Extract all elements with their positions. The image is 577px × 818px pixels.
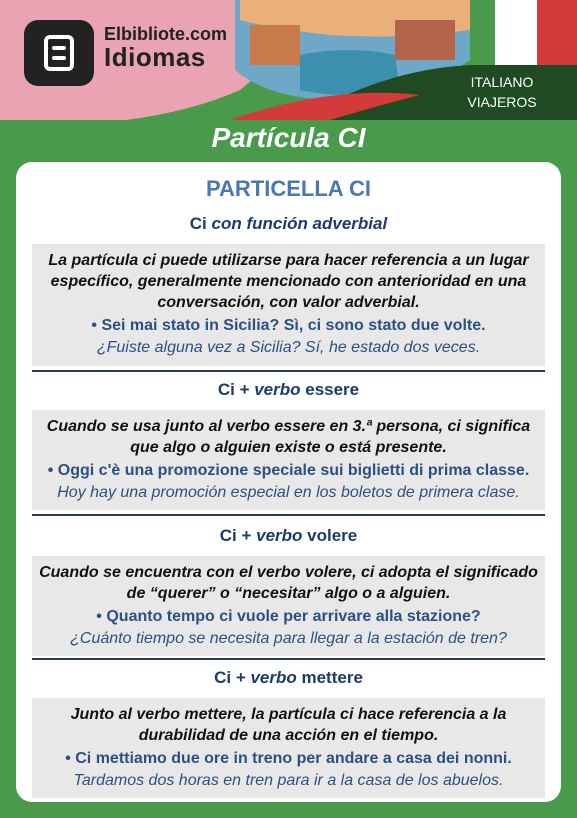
italian-example: • Ci mettiamo due ore in treno per andare a casa dei nonni. <box>65 750 512 767</box>
section-divider <box>32 370 545 372</box>
section-description: Cuando se usa junto al verbo essere en 3.ª persona, ci significa que algo o alguien existe o está presente. <box>46 418 531 456</box>
spanish-translation: ¿Cuánto tiempo se necesita para llegar a la estación de tren? <box>70 630 507 647</box>
section-box-3 <box>32 556 545 656</box>
heading-italic: verbo <box>256 526 303 545</box>
section-box-4 <box>32 698 545 798</box>
italian-example: • Oggi c'è una promozione speciale sui biglietti di prima classe. <box>47 462 530 479</box>
heading-part: mettere <box>296 668 363 687</box>
card-title: PARTICELLA CI <box>206 176 371 201</box>
heading-part: Ci + <box>214 668 251 687</box>
section-heading-3 <box>16 526 561 546</box>
brand-name: Idiomas <box>104 42 206 72</box>
section-heading-4 <box>16 668 561 688</box>
section-divider <box>32 514 545 516</box>
italian-example: • Sei mai stato in Sicilia? Sì, ci sono stato due volte. <box>91 317 486 334</box>
section-divider <box>32 658 545 660</box>
heading-part: Ci + <box>217 380 255 399</box>
spanish-translation: Hoy hay una promoción especial en los boletos de primera clase. <box>57 484 520 501</box>
heading-part: volere <box>302 526 358 545</box>
heading-part: Ci <box>189 214 212 233</box>
section-box-2 <box>32 410 545 510</box>
heading-italic: verbo <box>250 668 297 687</box>
section-heading-2 <box>16 380 561 400</box>
heading-part: Ci + <box>219 526 257 545</box>
header <box>0 0 577 120</box>
heading-italic: verbo <box>254 380 301 399</box>
level-badge <box>452 72 552 118</box>
brand-site: Elbibliote.com <box>104 24 228 44</box>
logo-glyph <box>44 35 74 71</box>
section-description: Junto al verbo mettere, la partícula ci hace referencia a la durabilidad de una acción en el tiempo. <box>70 706 507 744</box>
section-description: La partícula ci puede utilizarse para hacer referencia a un lugar específico, generalmente mencionado con anterioridad en una conversación, con valor adverbial. <box>48 252 529 311</box>
logo-icon <box>24 20 94 86</box>
content-card <box>16 162 561 802</box>
building-right <box>395 20 455 60</box>
spanish-translation: Tardamos dos horas en tren para ir a la casa de los abuelos. <box>73 772 504 789</box>
badge-level: VIAJEROS <box>467 94 537 110</box>
building-left <box>250 25 300 65</box>
section-description: Cuando se encuentra con el verbo volere, ci adopta el significado de “querer” o “necesitar” algo o a alguien. <box>39 564 538 602</box>
heading-italic: con función adverbial <box>211 214 388 233</box>
spanish-translation: ¿Fuiste alguna vez a Sicilia? Sí, he estado dos veces. <box>96 339 481 356</box>
heading-part: essere <box>300 380 360 399</box>
badge-language: ITALIANO <box>470 74 534 90</box>
section-box-1 <box>32 244 545 366</box>
section-heading-1 <box>16 214 561 234</box>
italian-example: • Quanto tempo ci vuole per arrivare alla stazione? <box>96 608 481 625</box>
page-title: Partícula CI <box>211 122 366 153</box>
